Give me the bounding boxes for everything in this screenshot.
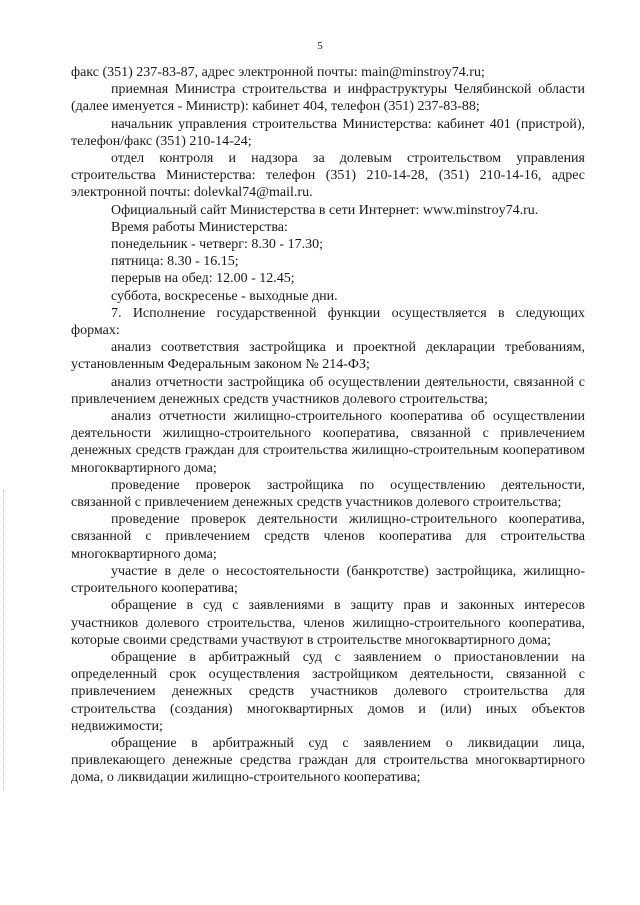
paragraph-minister-reception: приемная Министра строительства и инфраструктуры Челябинской области (далее именуется - Министр): кабинет 404, телефон (351) 237-83-88; xyxy=(71,82,585,115)
paragraph-form-7: обращение в суд с заявлениями в защиту прав и законных интересов участников долевого строительства, членов жилищно-строительного кооператива, которые своими средствами участвуют в строительстве многоквартирного дома; xyxy=(71,598,585,648)
paragraph-form-3: анализ отчетности жилищно-строительного кооператива об осуществлении деятельности жилищно-строительного кооператива, связанной с привлечением денежных средств граждан для строительства жилищно-строительным кооперативом многоквартирного дома; xyxy=(71,409,585,476)
paragraph-weekend: суббота, воскресенье - выходные дни. xyxy=(111,288,338,304)
paragraph-work-hours-title: Время работы Министерства: xyxy=(111,219,288,235)
paragraph-form-2: анализ отчетности застройщика об осуществлении деятельности, связанной с привлечением денежных средств участников долевого строительства; xyxy=(71,374,585,407)
paragraph-lunch-break: перерыв на обед: 12.00 - 12.45; xyxy=(111,271,295,287)
paragraph-website: Официальный сайт Министерства в сети Интернет: www.minstroy74.ru. xyxy=(111,202,539,218)
paragraph-fax-email: факс (351) 237-83-87, адрес электронной почты: main@minstroy74.ru; xyxy=(71,65,485,80)
paragraph-control-department: отдел контроля и надзора за долевым строительством управления строительства Министерства: телефон (351) 210-14-28, (351) 210-14-16, адрес электронной почты: dolevkal74@mail.ru. xyxy=(71,151,585,201)
page-number: 5 xyxy=(317,40,323,52)
paragraph-form-8: обращение в арбитражный суд с заявлением о приостановлении на определенный срок осуществления застройщиком деятельности, связанной с привлечением денежных средств участников долевого строительства для строительства (создания) многоквартирных домов и (или) иных объектов недвижимости; xyxy=(71,649,585,734)
paragraph-mon-thu: понедельник - четверг: 8.30 - 17.30; xyxy=(111,237,323,253)
paragraph-item-7: 7. Исполнение государственной функции осуществляется в следующих формах: xyxy=(71,305,585,339)
paragraph-form-5: проведение проверок деятельности жилищно-строительного кооператива, связанной с привлечением средств членов кооператива для строительства многоквартирного дома; xyxy=(71,512,585,562)
document-body xyxy=(71,64,585,787)
paragraph-form-1: анализ соответствия застройщика и проектной декларации требованиям, установленным Федеральным законом № 214-ФЗ; xyxy=(71,340,585,373)
paragraph-form-6: участие в деле о несостоятельности (банкротстве) застройщика, жилищно-строительного кооператива; xyxy=(71,563,585,597)
paragraph-head-of-department: начальник управления строительства Министерства: кабинет 401 (пристрой), телефон/факс (351) 210-14-24; xyxy=(71,116,585,149)
paragraph-form-9: обращение в арбитражный суд с заявлением о ликвидации лица, привлекающего денежные средства граждан для строительства многоквартирного дома, о ликвидации жилищно-строительного кооператива; xyxy=(71,735,585,786)
scan-margin-marks xyxy=(3,490,8,790)
paragraph-form-4: проведение проверок застройщика по осуществлению деятельности, связанной с привлечением денежных средств участников долевого строительства; xyxy=(71,477,585,511)
paragraph-friday: пятница: 8.30 - 16.15; xyxy=(111,254,239,270)
